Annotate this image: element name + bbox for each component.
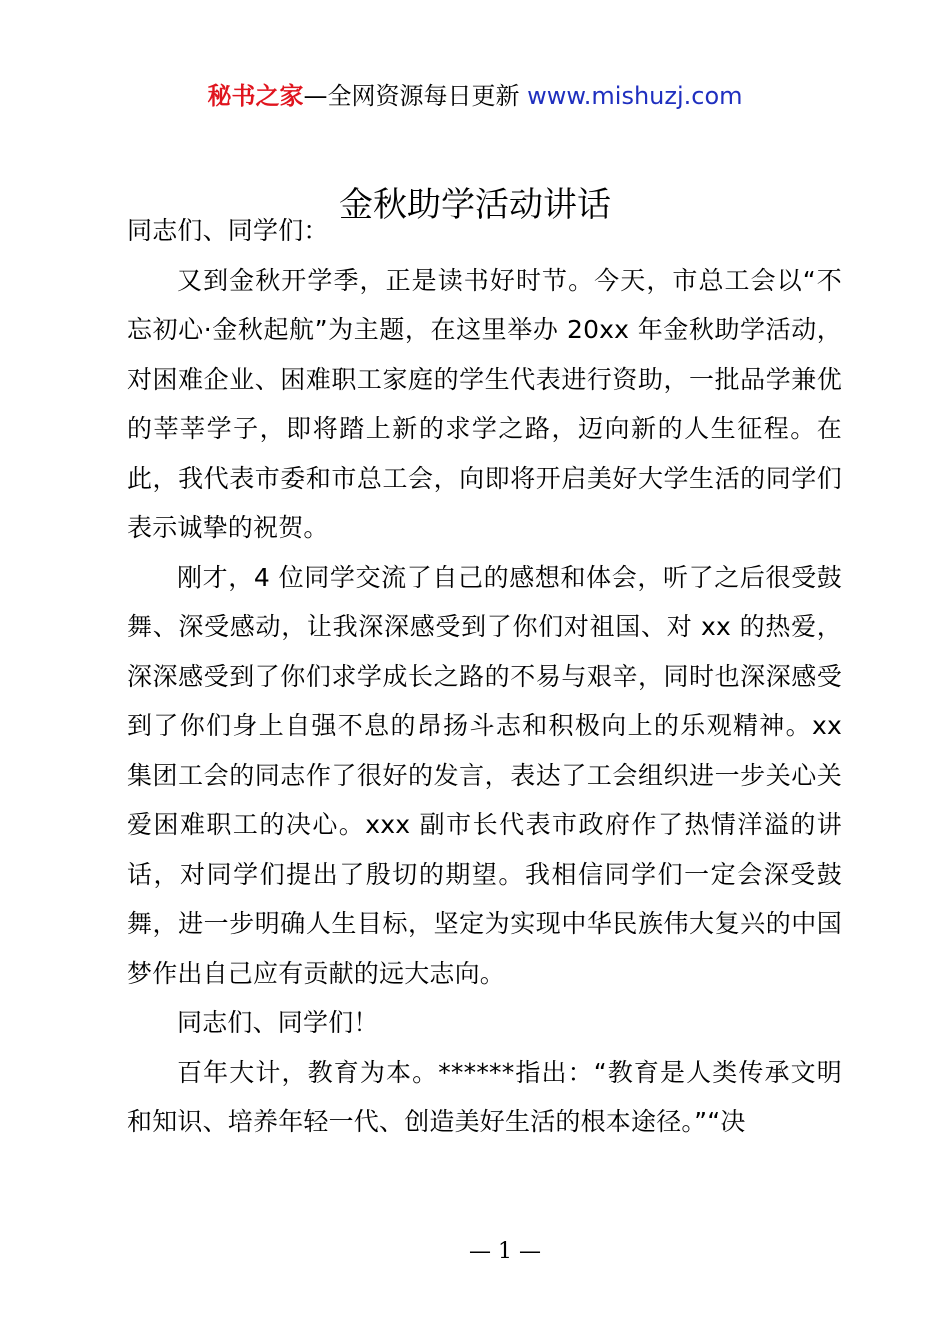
salutation: 同志们、同学们： — [127, 216, 329, 245]
paragraph: 同志们、同学们！ — [177, 1008, 379, 1037]
paragraph: 又到金秋开学季，正是读书好时节。今天，市总工会以“不忘初心·金秋起航”为主题，在这里举办 20xx 年金秋助学活动，对困难企业、困难职工家庭的学生代表进行资助，一批品学兼优的莘莘学子，即将踏上新的求学之路，迈向新的人生征程。在此，我代表市委和市总工会，向即将开启美好大学生活的同学们表示诚挚的祝贺。 — [127, 265, 842, 542]
header-tagline: —全网资源每日更新 — [303, 82, 528, 110]
paragraph: 百年大计，教育为本。******指出：“教育是人类传承文明和知识、培养年轻一代、创造美好生活的根本途径。”“决 — [127, 1057, 842, 1136]
site-url-link[interactable]: www.mishuzj.com — [527, 82, 743, 110]
page-number: — 1 — — [469, 1239, 541, 1264]
document-title: 金秋助学活动讲话 — [339, 185, 611, 225]
site-header — [0, 78, 950, 114]
paragraph: 刚才，4 位同学交流了自己的感想和体会，听了之后很受鼓舞、深受感动，让我深深感受到了你们对祖国、对 xx 的热爱，深深感受到了你们求学成长之路的不易与艰辛，同时也深深感受到了你们身上自强不息的昂扬斗志和积极向上的乐观精神。xx 集团工会的同志作了很好的发言，表达了工会组织进一步关心关爱困难职工的决心。xxx 副市长代表市政府作了热情洋溢的讲话，对同学们提出了殷切的期望。我相信同学们一定会深受鼓舞，进一步明确人生目标，坚定为实现中华民族伟大复兴的中国梦作出自己应有贡献的远大志向。 — [127, 562, 842, 988]
document-body — [127, 206, 842, 1147]
brand-name: 秘书之家 — [207, 82, 304, 110]
